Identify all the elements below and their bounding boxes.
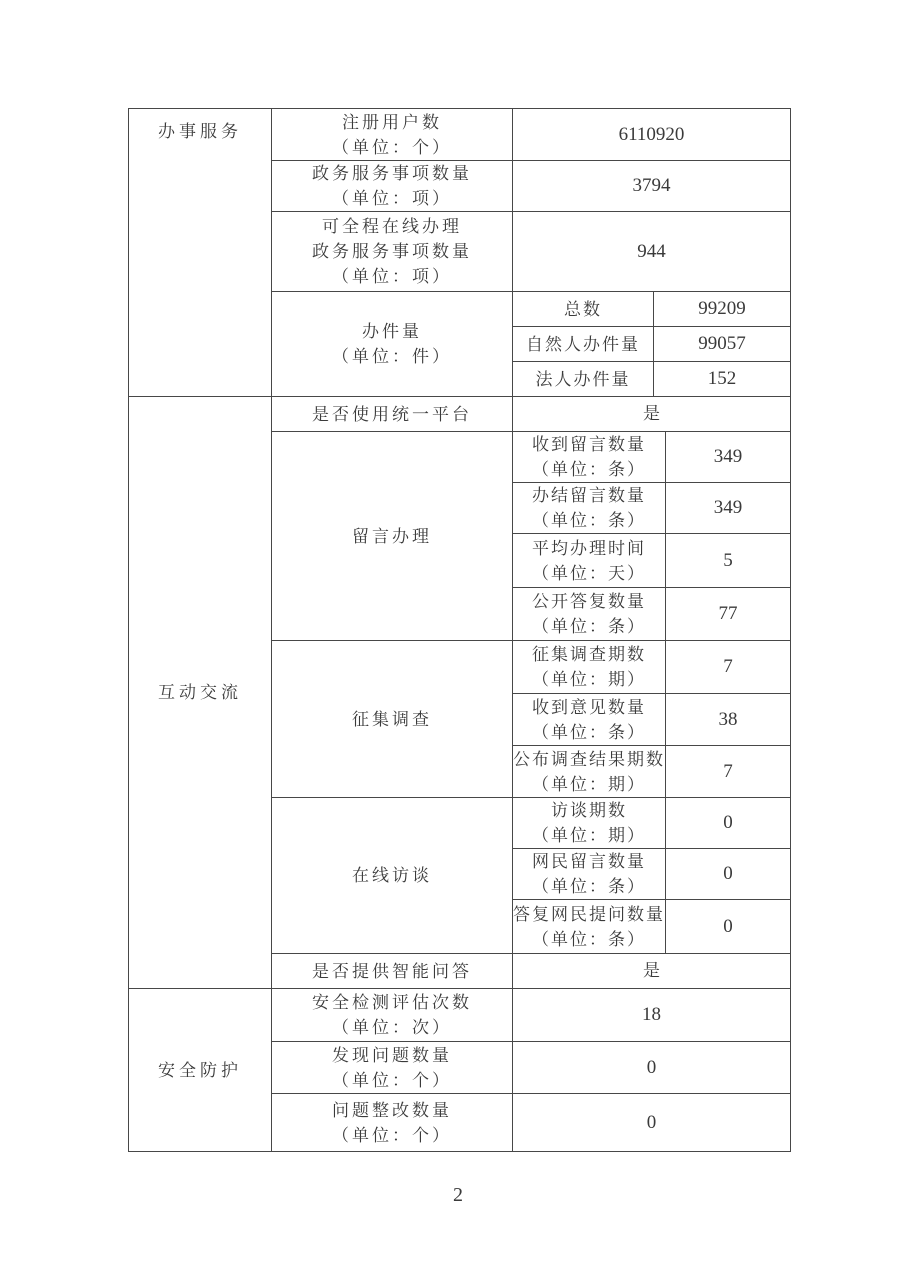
submetric-label-opinions-received: 收到意见数量 （单位：条） xyxy=(513,694,666,746)
submetric-label-total: 总数 xyxy=(513,292,654,327)
submetric-label-survey-results-published: 公布调查结果期数 （单位：期） xyxy=(513,746,666,798)
submetric-value-netizen-questions-answered: 0 xyxy=(666,900,791,954)
submetric-label-public-replies: 公开答复数量 （单位：条） xyxy=(513,588,666,641)
submetric-label-messages-completed: 办结留言数量 （单位：条） xyxy=(513,483,666,534)
submetric-label-messages-received: 收到留言数量 （单位：条） xyxy=(513,432,666,483)
group-label-zhengji-diaocha: 征集调查 xyxy=(272,641,513,798)
group-label-zaixian-fangtan: 在线访谈 xyxy=(272,798,513,954)
submetric-value-public-replies: 77 xyxy=(666,588,791,641)
submetric-value-legal-person: 152 xyxy=(654,362,791,397)
submetric-label-avg-handling-time: 平均办理时间 （单位：天） xyxy=(513,534,666,588)
metric-label-unified-platform: 是否使用统一平台 xyxy=(272,397,513,432)
group-label-liuyan-banli: 留言办理 xyxy=(272,432,513,641)
submetric-value-opinions-received: 38 xyxy=(666,694,791,746)
submetric-value-survey-results-published: 7 xyxy=(666,746,791,798)
submetric-value-interview-sessions: 0 xyxy=(666,798,791,849)
metric-value-online-service-items: 944 xyxy=(513,212,791,292)
section-label-anquan-fanghu: 安全防护 xyxy=(129,989,272,1152)
metric-value-unified-platform: 是 xyxy=(513,397,791,432)
report-table xyxy=(128,108,791,1152)
metric-value-service-items: 3794 xyxy=(513,161,791,212)
submetric-label-netizen-questions-answered: 答复网民提问数量 （单位：条） xyxy=(513,900,666,954)
metric-value-smart-qa: 是 xyxy=(513,954,791,989)
metric-label-problems-found: 发现问题数量 （单位：个） xyxy=(272,1042,513,1094)
metric-value-security-assessments: 18 xyxy=(513,989,791,1042)
section-label-banshi-fuwu: 办事服务 xyxy=(129,109,272,397)
metric-value-problems-rectified: 0 xyxy=(513,1094,791,1152)
section-label-hudong-jiaoliu: 互动交流 xyxy=(129,397,272,989)
submetric-value-total: 99209 xyxy=(654,292,791,327)
metric-label-registered-users: 注册用户数 （单位：个） xyxy=(272,109,513,161)
metric-label-security-assessments: 安全检测评估次数 （单位：次） xyxy=(272,989,513,1042)
page-number: 2 xyxy=(453,1184,463,1206)
submetric-label-survey-issues: 征集调查期数 （单位：期） xyxy=(513,641,666,694)
group-label-banjianliang: 办件量 （单位：件） xyxy=(272,292,513,397)
submetric-value-messages-completed: 349 xyxy=(666,483,791,534)
metric-value-problems-found: 0 xyxy=(513,1042,791,1094)
metric-label-service-items: 政务服务事项数量 （单位：项） xyxy=(272,161,513,212)
submetric-label-netizen-messages: 网民留言数量 （单位：条） xyxy=(513,849,666,900)
submetric-value-netizen-messages: 0 xyxy=(666,849,791,900)
submetric-label-natural-person: 自然人办件量 xyxy=(513,327,654,362)
metric-value-registered-users: 6110920 xyxy=(513,109,791,161)
submetric-label-legal-person: 法人办件量 xyxy=(513,362,654,397)
submetric-value-messages-received: 349 xyxy=(666,432,791,483)
submetric-label-interview-sessions: 访谈期数 （单位：期） xyxy=(513,798,666,849)
metric-label-problems-rectified: 问题整改数量 （单位：个） xyxy=(272,1094,513,1152)
submetric-value-survey-issues: 7 xyxy=(666,641,791,694)
submetric-value-avg-handling-time: 5 xyxy=(666,534,791,588)
submetric-value-natural-person: 99057 xyxy=(654,327,791,362)
metric-label-smart-qa: 是否提供智能问答 xyxy=(272,954,513,989)
metric-label-online-service-items: 可全程在线办理 政务服务事项数量 （单位：项） xyxy=(272,212,513,292)
